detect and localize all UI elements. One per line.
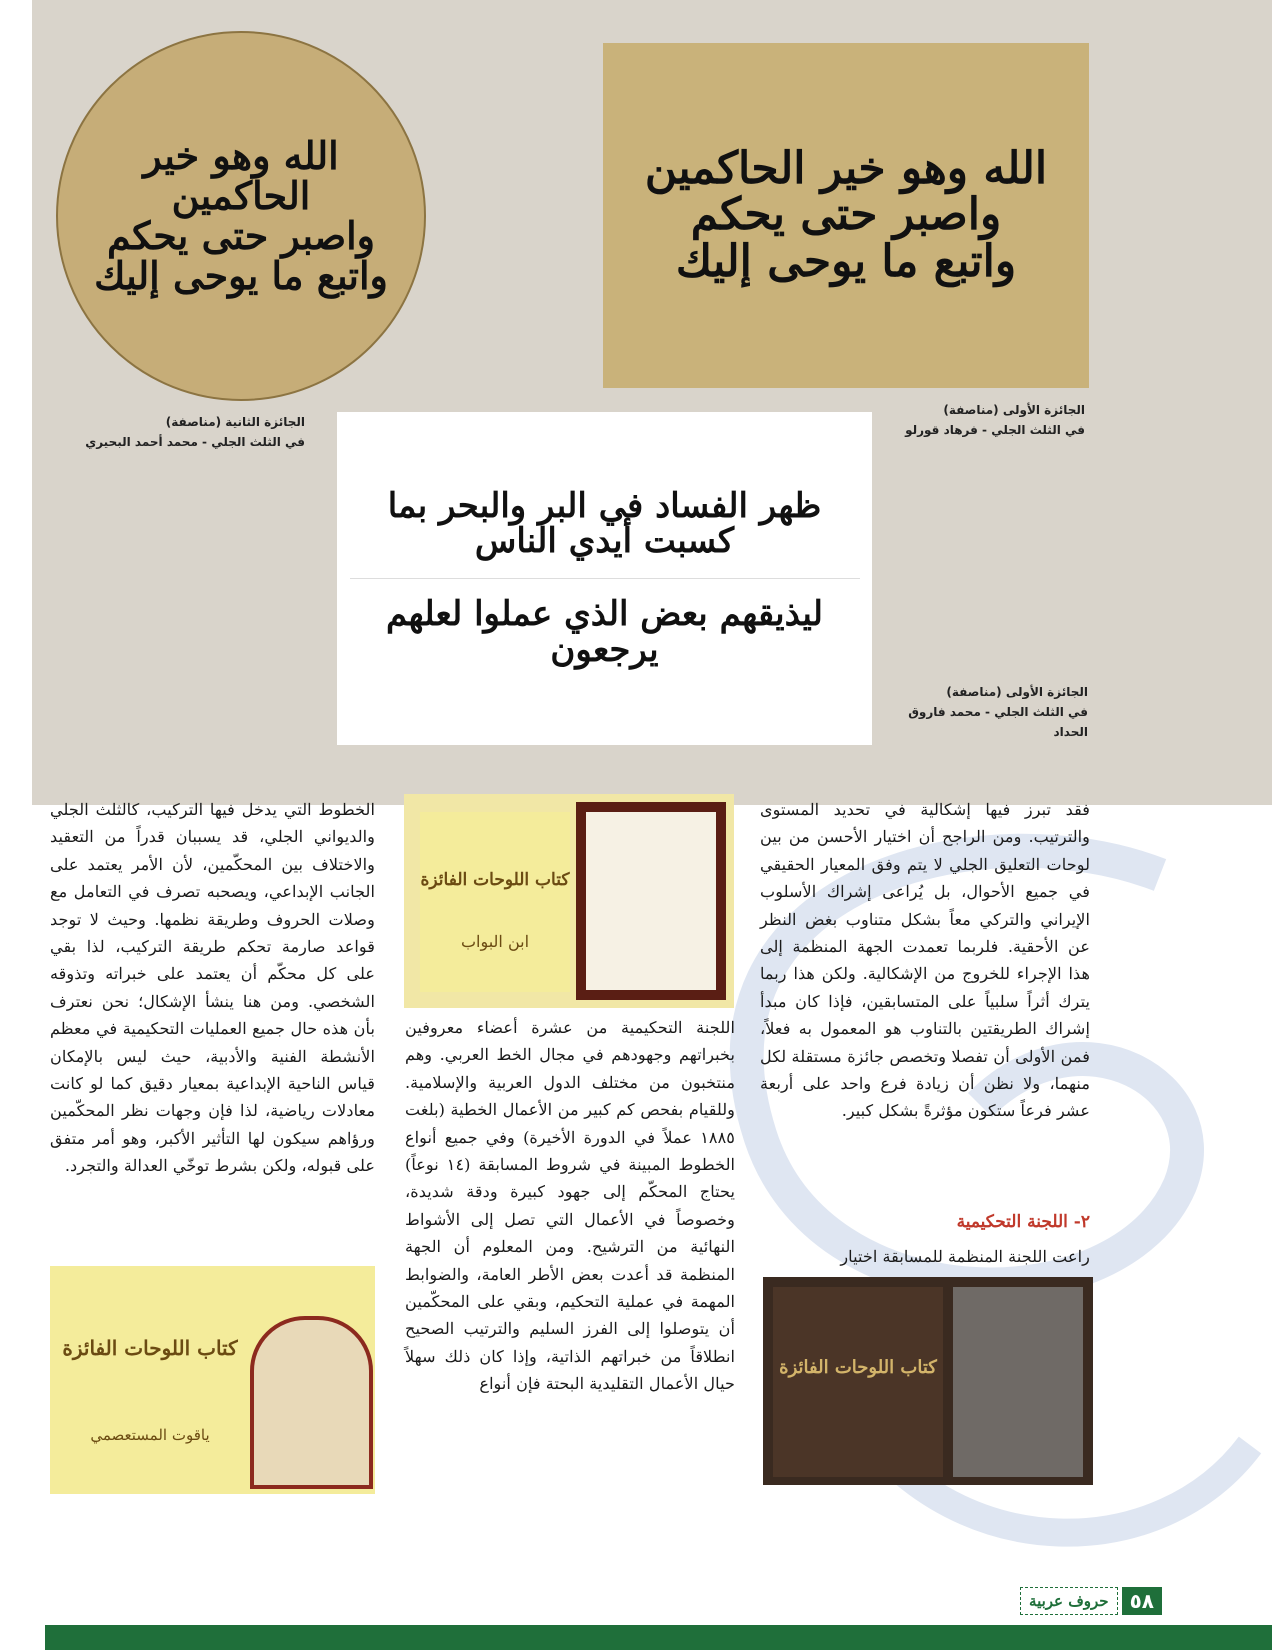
book-cover-title: كتاب اللوحات الفائزة — [420, 870, 570, 890]
section-heading: ٢- اللجنة التحكيمية — [956, 1212, 1090, 1232]
caption-detail: في الثلث الجلي - فرهاد قورلو — [905, 423, 1085, 437]
circle-calligraphy-artwork — [55, 30, 427, 402]
book-cover-photo-bottom-left — [50, 1266, 375, 1494]
book-cover-title: كتاب اللوحات الفائزة — [779, 1357, 937, 1378]
book-cover-front — [420, 812, 570, 992]
panel-calligraphy-line: ليذيقهم بعض الذي عملوا لعلهم يرجعون — [385, 594, 824, 670]
square-calligraphy-line: الله وهو خير الحاكمين — [644, 143, 1048, 195]
book-cover-back-page — [586, 812, 716, 990]
square-calligraphy-artwork — [603, 43, 1089, 388]
circle-calligraphy-line: الله وهو خير الحاكمين — [143, 133, 339, 219]
article-column-right-continued: راعت اللجنة المنظمة للمسابقة اختيار — [840, 1247, 1090, 1266]
caption-title: الجائزة الأولى (مناصفة) — [946, 685, 1088, 699]
article-column-middle: اللجنة التحكيمية من عشرة أعضاء معروفين بخبراتهم وجهودهم في مجال الخط العربي. وهم منتخبون من مختلف الدول العربية والإسلامية. وللقيام بفحص كم كبير من الأعمال الخطية (بلغت ١٨٨٥ عملاً في الدورة الأخيرة) وفي جميع أنواع الخطوط المبينة في شروط المسابقة (١٤ نوعاً) يحتاج المحكّم إلى جهود كبيرة ودقة شديدة، وخصوصاً في الأعمال التي تصل إلى الأشواط النهائية من الترشيح. ومن المعلوم أن الجهة المنظمة قد أعدت بعض الأطر العامة، والضوابط المهمة في عملية التحكيم، وبقي على المحكّمين أن يتوصلوا إلى الفرز السليم والترتيب الصحيح انطلاقاً من خبراتهم الذاتية، وإذا كان ذلك سهلاً حيال الأعمال التقليدية البحتة فإن أنواع — [405, 1018, 736, 1394]
page-number: ٥٨ — [1122, 1587, 1162, 1615]
page-folio — [1020, 1583, 1162, 1619]
caption-second-prize — [60, 412, 305, 452]
caption-title: الجائزة الثانية (مناصفة) — [165, 415, 305, 429]
page-margin — [0, 0, 32, 805]
book-cover-photo-top — [404, 794, 734, 1008]
square-calligraphy-line: واتبع ما يوحى إليك — [675, 235, 1017, 287]
book-cover-back — [576, 802, 726, 1000]
footer-bar — [45, 1625, 1272, 1650]
caption-first-prize-a — [880, 400, 1085, 440]
panel-calligraphy-line: ظهر الفساد في البر والبحر بما كسبت أيدي الناس — [387, 485, 822, 562]
book-cover-title: كتاب اللوحات الفائزة — [62, 1336, 238, 1360]
book-cover-photo-bottom-right — [763, 1277, 1093, 1485]
square-calligraphy-line: واصبر حتى يحكم — [690, 189, 1002, 241]
caption-first-prize-b — [878, 682, 1088, 742]
book-cover-name: ياقوت المستعصمي — [90, 1426, 210, 1444]
caption-title: الجائزة الأولى (مناصفة) — [943, 403, 1085, 417]
panel-calligraphy-artwork — [337, 412, 872, 745]
book-cover-front-dark — [773, 1287, 943, 1477]
caption-detail: في الثلث الجلي - محمد فاروق الحداد — [908, 705, 1088, 739]
article-column-right: فقد تبرز فيها إشكالية في تحديد المستوى والترتيب. ومن الراجح أن اختيار الأحسن من بين لوحات التعليق الجلي لا يتم وفق المعيار الحقيقي في جميع الأحوال، بل يُراعى إشراك الأسلوب الإيراني والتركي معاً بشكل متناوب بغض النظر عن الأحقية. فلربما تعمدت الجهة المنظمة إلى هذا الإجراء للخروج من الإشكالية. ولكن هذا ربما يترك أثراً سلبياً على المتسابقين، فإذا كان مبدأ إشراك الطريقتين بالتناوب هو المعمول به فعلاً، فمن الأولى أن تفصلا وتخصص جائزة مستقلة لكل منهما، ولا نظن أن زيادة فرع واحد على أربعة عشر فرعاً ستكون مؤثرةً بشكل كبير. — [760, 800, 1090, 1121]
magazine-name: حروف عربية — [1020, 1587, 1118, 1615]
circle-calligraphy-line: واتبع ما يوحى إليك — [94, 252, 388, 298]
circle-calligraphy-line: واصبر حتى يحكم — [106, 213, 376, 258]
calligrapher-portrait — [250, 1316, 373, 1489]
book-cover-name: ابن البواب — [460, 932, 530, 951]
portrait-photo — [953, 1287, 1083, 1477]
article-column-left: الخطوط التي يدخل فيها التركيب، كالثلث الجلي والديواني الجلي، قد يسببان قدراً من التعقيد والاختلاف بين المحكّمين، لأن الأمر يعتمد على الجانب الإبداعي، ويصحبه تصرف في التعامل مع وصلات الحروف وطريقة نظمها. وحيث لا توجد قواعد صارمة تحكم طريقة التركيب، لذا بقي على كل محكّم أن يعتمد على خبراته وتذوقه الشخصي. ومن هنا ينشأ الإشكال؛ نحن نعترف بأن هذه حال جميع العمليات التحكيمية في معظم الأنشطة الفنية والأدبية، حيث ليس بالإمكان قياس الناحية الإبداعية بمعيار دقيق كما لو كانت معادلات رياضية، لذا فإن وجهات نظر المحكّمين ورؤاهم سيكون لها التأثير الأكبر، وهو أمر متفق على قبوله، ولكن بشرط توخّي العدالة والتجرد. — [50, 800, 375, 1176]
caption-detail: في الثلث الجلي - محمد أحمد البحيري — [85, 435, 305, 449]
